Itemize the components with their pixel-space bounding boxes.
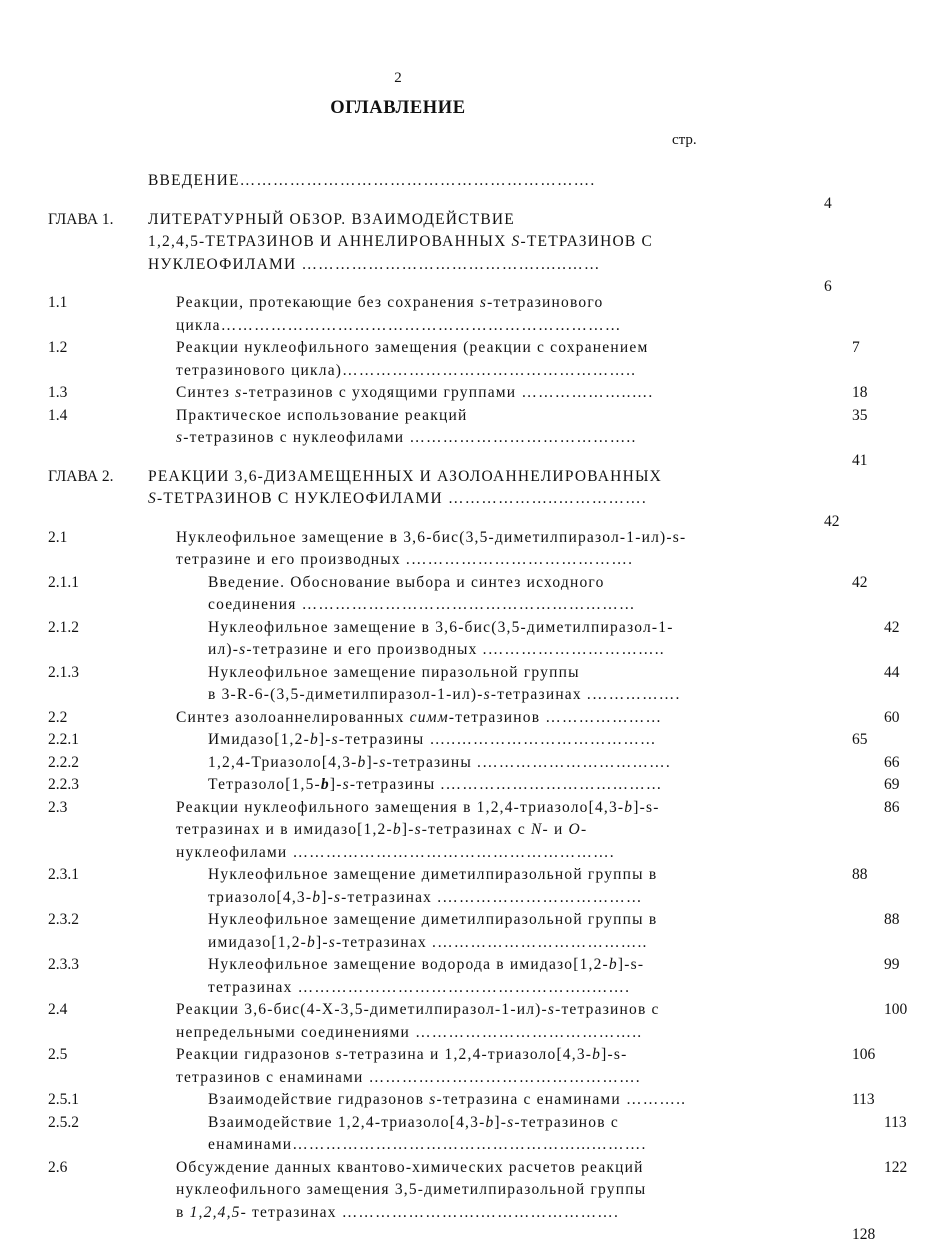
toc-entry-line (148, 254, 832, 295)
toc-entry-line (176, 1157, 696, 1180)
toc-entry-text: тетразине и его производных .…………………………………. (176, 551, 634, 568)
toc-entry-number: 2.2.2 (48, 753, 79, 771)
toc-entry-number: 2.1.3 (48, 663, 79, 681)
toc-entry-text: РЕАКЦИИ 3,6-ДИЗАМЕЩЕННЫХ И АЗОЛОАННЕЛИРОВАННЫХ (148, 467, 663, 485)
toc-entry-number: 2.3 (48, 798, 68, 816)
toc-entry-page-number: 100 (884, 1001, 908, 1018)
toc-entry-number: 2.4 (48, 1001, 68, 1018)
toc-entry-text: S-ТЕТРАЗИНОВ С НУКЛЕОФИЛАМИ ………………..……………. (148, 490, 647, 507)
toc-entry-text: Нуклеофильное замещение диметилпиразольной группы в (208, 866, 658, 883)
toc-entry-text: ВВЕДЕНИЕ………………………………………………………. (148, 172, 596, 189)
toc-entry-number: 1.2 (48, 339, 68, 356)
toc-entry-number: 1.4 (48, 406, 68, 424)
toc-entry-text: Практическое использование реакций (176, 406, 468, 424)
toc-entry-line (208, 954, 696, 977)
toc-entry-text: ЛИТЕРАТУРНЫЙ ОБЗОР. ВЗАИМОДЕЙСТВИЕ (148, 210, 515, 228)
toc-entry-page-number: 41 (852, 451, 868, 469)
toc-entry-text: Обсуждение данных квантово-химических расчетов реакций (176, 1158, 644, 1176)
toc-entry-number: 2.5.1 (48, 1091, 79, 1108)
toc-entry-number: 2.1.1 (48, 573, 79, 591)
toc-entry[interactable] (0, 170, 832, 212)
toc-entry-number: 2.1.2 (48, 618, 79, 636)
toc-entry-page-number: 42 (884, 618, 900, 636)
toc-entry-number: 1.1 (48, 294, 68, 311)
toc-entry-page-number: 44 (884, 663, 900, 681)
toc-entry-page-number: 18 (852, 384, 868, 401)
toc-entry-text: соединения …………………………………………………… (208, 596, 636, 613)
toc-entry-number: 2.2.1 (48, 731, 79, 748)
toc-entry-number: 2.3.1 (48, 866, 79, 883)
toc-entry-text: имидазо[1,2-b]-s-тетразинах .……………………………….. (208, 933, 648, 951)
toc-entry-page-number: 86 (884, 798, 900, 816)
toc-entry-text: тетразинах и в имидазо[1,2-b]-s-тетразинах с N- и O- (176, 821, 588, 838)
toc-entry-number: ГЛАВА 1. (48, 210, 114, 228)
toc-entry-text: Имидазо[1,2-b]-s-тетразины …..……………………………… (208, 731, 657, 748)
toc-entry-line (176, 999, 696, 1022)
toc-entry-text: Реакции, протекающие без сохранения s-тетразинового (176, 294, 604, 311)
toc-entry-text: нуклеофилами …………………………………………………. (176, 843, 615, 861)
toc-entry-line (208, 572, 696, 595)
toc-entry-title-block (208, 864, 900, 928)
toc-entry-text: Синтез азолоаннелированных симм-тетразинов ………………… (176, 708, 663, 726)
toc-entry-text: в 3-R-6-(3,5-диметилпиразол-1-ил)-s-тетразинах .……………. (208, 686, 681, 703)
toc-entry-line (208, 662, 696, 685)
toc-entry[interactable] (0, 1157, 876, 1243)
toc-entry-text: Нуклеофильное замещение в 3,6-бис(3,5-диметилпиразол-1- (208, 618, 674, 636)
toc-entry-text: Нуклеофильное замещение диметилпиразольной группы в (208, 911, 658, 928)
toc-entry-page-number: 42 (824, 512, 840, 530)
toc-entry-line (208, 864, 696, 887)
toc-entry-number: 2.1 (48, 528, 68, 546)
toc-entry-title-block (148, 170, 832, 212)
toc-entry-number: 2.5.2 (48, 1113, 79, 1131)
toc-entry-page-number: 42 (852, 573, 868, 591)
toc-entry-text: Синтез s-тетразинов с уходящими группами ………………..…. (176, 384, 654, 401)
toc-entry-page-number: 99 (884, 956, 900, 973)
toc-entry-text: Реакции 3,6-бис(4-Х-3,5-диметилпиразол-1-ил)-s-тетразинов с (176, 1001, 660, 1018)
toc-entry-text: ил)-s-тетразине и его производных .………………………….. (208, 641, 665, 658)
toc-entry-text: в 1,2,4,5- тетразинах …………………….……………………. (176, 1203, 620, 1221)
toc-entry-text: Взаимодействие 1,2,4-триазоло[4,3-b]-s-тетразинов с (208, 1113, 619, 1131)
toc-entry-text: 1,2,4-Триазоло[4,3-b]-s-тетразины .……………………………. (208, 753, 671, 771)
toc-entry-text: Нуклеофильное замещение пиразольной группы (208, 663, 580, 681)
page-folio-number: 2 (394, 70, 402, 86)
toc-entry-number: 1.3 (48, 384, 68, 401)
toc-entry-text: тетразинах ……………………………………………..……. (208, 978, 631, 996)
toc-entry-number: 2.3.2 (48, 911, 79, 928)
toc-entry-text: s-тетразинов с нуклеофилами ………………………………….. (176, 429, 637, 446)
toc-entry-line (208, 909, 696, 932)
toc-entry-text: енаминами……………………………………………...………. (208, 1136, 647, 1153)
toc-entry-number: 2.6 (48, 1158, 68, 1176)
toc-entry-line (176, 1202, 876, 1243)
toc-entry-page-number: 6 (824, 278, 832, 295)
toc-entry-line (176, 797, 696, 820)
toc-entry-line (208, 617, 696, 640)
toc-entry-text: Реакции нуклеофильного замещения в 1,2,4-триазоло[4,3-b]-s- (176, 798, 660, 816)
toc-entry[interactable] (0, 209, 832, 295)
toc-entry-text: Нуклеофильное замещение в 3,6-бис(3,5-диметилпиразол-1-ил)-s- (176, 528, 687, 546)
toc-entry-text: триазоло[4,3-b]-s-тетразинах .……………………………… (208, 888, 643, 906)
table-of-contents (0, 170, 908, 1243)
toc-entry-line (176, 527, 696, 550)
toc-entry-line (148, 231, 696, 254)
toc-entry-title-block (148, 466, 840, 530)
pages-column-header: стр. (672, 132, 697, 148)
toc-entry-page-number: 113 (884, 1113, 907, 1131)
toc-entry-line (148, 170, 832, 212)
toc-entry[interactable] (0, 466, 840, 530)
toc-entry-page-number: 113 (852, 1091, 875, 1108)
toc-entry-line (148, 209, 696, 232)
toc-entry-line (208, 1112, 696, 1135)
toc-entry-title-block (176, 1157, 876, 1243)
toc-entry-text: нуклеофильного замещения 3,5-диметилпиразольной группы (176, 1181, 647, 1198)
toc-entry-page-number: 69 (884, 776, 900, 793)
toc-entry-line (148, 488, 840, 530)
toc-entry-page-number: 88 (884, 911, 900, 928)
toc-entry-line (176, 1044, 696, 1067)
toc-entry-text: цикла……………………………………………………………… (176, 316, 622, 334)
toc-entry-line (176, 292, 696, 315)
toc-entry-page-number: 122 (884, 1158, 908, 1176)
toc-entry-text: непредельными соединениями ………………………………….. (176, 1023, 643, 1041)
toc-entry-number: 2.5 (48, 1046, 68, 1063)
page-title: ОГЛАВЛЕНИЕ (330, 98, 466, 118)
toc-entry-line (176, 337, 696, 360)
toc-entry-text: тетразинового цикла)…………………………………………….. (176, 361, 637, 379)
toc-entry-page-number: 65 (852, 731, 868, 748)
toc-entry-page-number: 4 (824, 194, 832, 212)
toc-entry-page-number: 66 (884, 753, 900, 771)
toc-entry-text: Нуклеофильное замещение водорода в имидазо[1,2-b]-s- (208, 956, 645, 973)
toc-entry-number: 2.2.3 (48, 776, 79, 793)
toc-entry-line (176, 1179, 696, 1202)
toc-entry-text: Тетразоло[1,5-b]-s-тетразины .………………………………… (208, 776, 663, 793)
toc-entry-text: Взаимодействие гидразонов s-тетразина с енаминами ……….. (208, 1091, 687, 1108)
toc-entry-page-number: 7 (852, 339, 860, 356)
toc-entry-number: ГЛАВА 2. (48, 467, 114, 485)
toc-entry-text: Реакции нуклеофильного замещения (реакции с сохранением (176, 339, 649, 356)
toc-entry-text: тетразинов с енаминами …………………………………………. (176, 1068, 641, 1086)
toc-entry-text: Введение. Обоснование выбора и синтез исходного (208, 573, 605, 591)
toc-entry-line (176, 819, 696, 842)
toc-entry-title-block (148, 209, 832, 295)
toc-entry-line (176, 427, 868, 469)
toc-entry-text: НУКЛЕОФИЛАМИ …………………………………….…..…… (148, 255, 601, 273)
toc-entry-page-number: 35 (852, 406, 868, 424)
toc-entry-line (148, 466, 696, 489)
toc-entry-page-number: 60 (884, 708, 900, 726)
toc-entry-page-number: 106 (852, 1046, 876, 1063)
toc-entry-number: 2.3.3 (48, 956, 79, 973)
toc-entry-page-number: 128 (852, 1226, 876, 1243)
toc-entry-page-number: 88 (852, 866, 868, 883)
toc-entry-number: 2.2 (48, 708, 68, 726)
toc-entry-text: 1,2,4,5-ТЕТРАЗИНОВ И АННЕЛИРОВАННЫХ S-ТЕТРАЗИНОВ С (148, 233, 654, 250)
toc-entry-text: Реакции гидразонов s-тетразина и 1,2,4-триазоло[4,3-b]-s- (176, 1046, 628, 1063)
toc-entry-line (176, 405, 696, 428)
